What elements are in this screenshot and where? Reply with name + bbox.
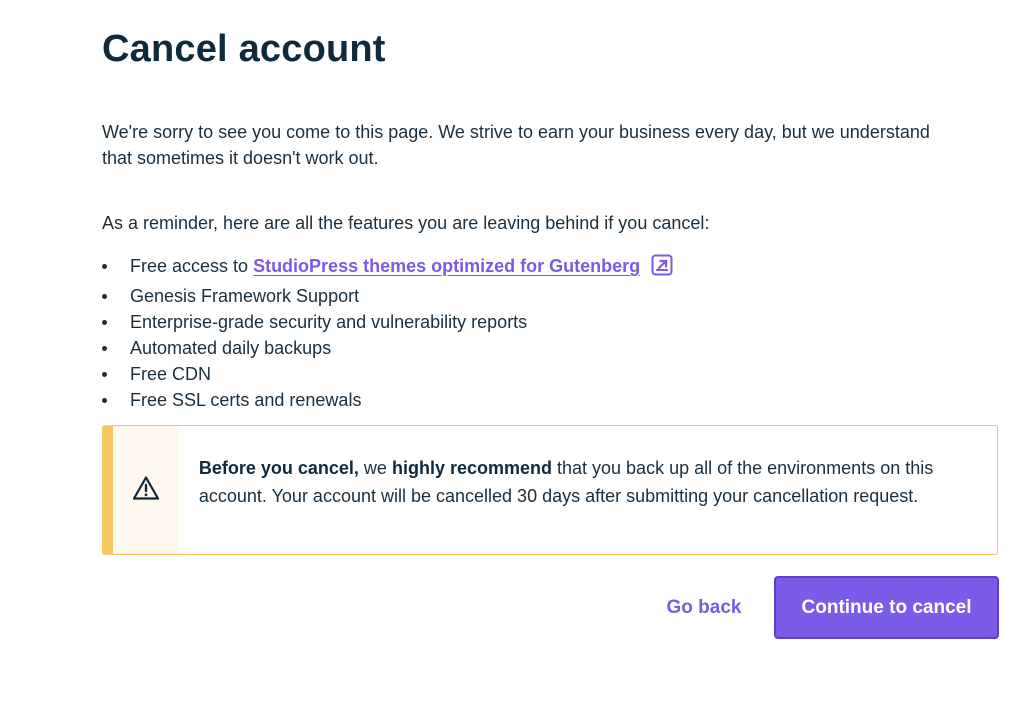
notice-bold-recommend: highly recommend <box>391 458 552 478</box>
list-item: Free SSL certs and renewals <box>102 387 673 413</box>
list-item: Genesis Framework Support <box>102 283 673 309</box>
warning-triangle-icon <box>132 475 160 506</box>
notice-bold-before-cancel: Before you cancel, <box>198 458 359 478</box>
page-title: Cancel account <box>102 28 386 70</box>
reminder-text: As a reminder, here are all the features you are leaving behind if you cancel: <box>102 213 710 233</box>
continue-to-cancel-button[interactable]: Continue to cancel <box>774 576 999 639</box>
notice-message <box>179 426 997 554</box>
go-back-button[interactable]: Go back <box>652 588 756 628</box>
list-item: Free CDN <box>102 361 673 387</box>
external-link-icon[interactable] <box>651 254 673 276</box>
list-item: Enterprise-grade security and vulnerability reports <box>102 309 673 335</box>
intro-text: We're sorry to see you come to this page. We strive to earn your business every day, but we understand that sometimes it doesn't work out. <box>102 122 930 168</box>
notice-icon-column <box>113 426 179 554</box>
list-item <box>102 253 673 283</box>
list-item: Automated daily backups <box>102 335 673 361</box>
studiopress-themes-link[interactable]: StudioPress themes optimized for Gutenberg <box>253 256 641 276</box>
features-list <box>102 253 673 413</box>
feature-prefix: Free access to <box>130 256 249 276</box>
notice-text-we: we <box>363 458 387 478</box>
warning-notice <box>102 425 998 555</box>
notice-text-rest: that you back up all of the environments on this account. Your account will be cancelled 30 days after submitting your cancellation request. <box>198 458 934 506</box>
